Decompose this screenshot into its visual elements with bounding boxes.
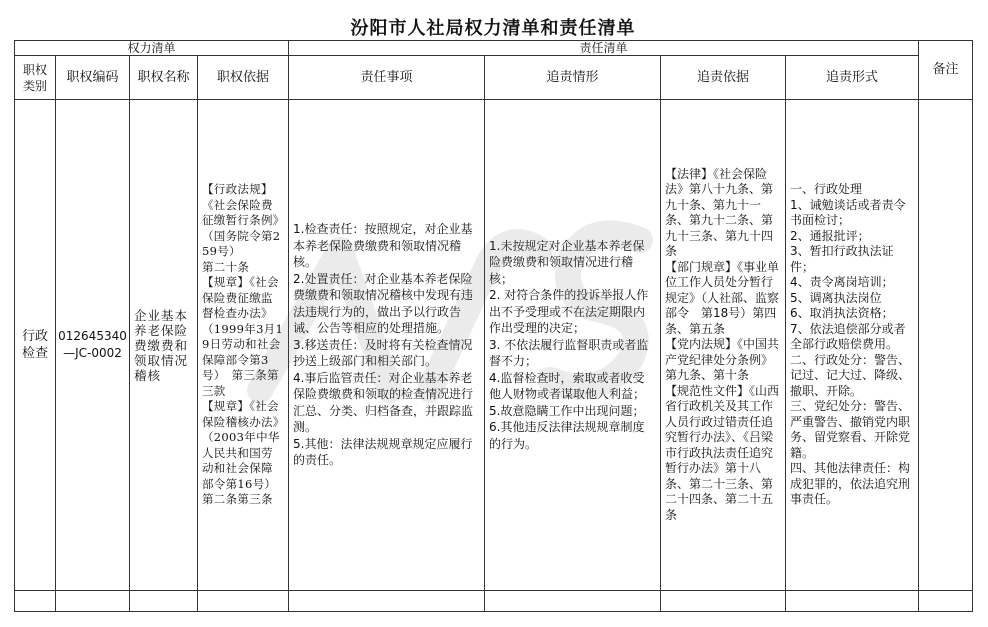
cell-accountability-case: 1.未按规定对企业基本养老保险费缴费和领取情况进行稽核； 2. 对符合条件的投诉举报人作出不予受理或不在法定期限内作出受理的决定； 3. 不依法履行监督职责或者监督不力； 4.监督检查时，索取或者收受他人财物或者谋取他人利益； 5.故意隐瞒工作中出现问题； 6.其他违反法律法规规章制度的行为。 [485,100,661,591]
cell-accountability-form: 一、行政处理 1、诫勉谈话或者责令书面检讨； 2、通报批评； 3、暂扣行政执法证件； 4、责令离岗培训； 5、调离执法岗位 6、取消执法资格； 7、依法追偿部分或者全部行政赔偿费用。 二、行政处分：警告、记过、记大过、降级、撤职、开除。 三、党纪处分：警告、严重警告、撤销党内职务、留党察看、开除党籍。 四、其他法律责任：构成犯罪的，依法追究刑事责任。 [786,100,919,591]
cell-category: 行政 检查 [15,100,56,591]
header-duty: 责任事项 [289,56,485,100]
header-remarks: 备注 [919,41,973,100]
page-title: 汾阳市人社局权力清单和责任清单 [350,18,636,39]
cell-accountability-basis: 【法律】《社会保险法》第八十九条、第九十条、第九十一条、第九十二条、第九十三条、第九十四条 【部门规章】《事业单位工作人员处分暂行规定》（人社部、监察部令 第18号）第四条、第五条 【党内法规】《中国共产党纪律处分条例》第九条、第十条 【规范性文件】《山西省行政机关及其工作人员行政过错责任追究暂行办法》、《吕梁市行政执法责任追究暂行办法》第十八条、第二十三条、第二十四条、第二十五条 [661,100,786,591]
header-accountability-case: 追责情形 [485,56,661,100]
table-row [15,100,973,591]
blank-row [15,591,973,612]
cell-duty: 1.检查责任：按照规定，对企业基本养老保险费缴费和领取情况稽核。 2.处置责任：对企业基本养老保险费缴费和领取情况稽核中发现有违法违规行为的，做出予以行政告诫、公告等相应的处理措施。 3.移送责任：及时将有关检查情况抄送上级部门和相关部门。 4.事后监管责任：对企业基本养老保险费缴费和领取的检查情况进行汇总、分类、归档备查，并跟踪监测。 5.其他：法律法规规章规定应履行的责任。 [289,100,485,591]
responsibility-list-group-header: 责任清单 [289,41,919,56]
column-header-row [15,56,973,100]
header-category: 职权 类别 [15,56,56,100]
header-name: 职权名称 [130,56,198,100]
header-basis: 职权依据 [198,56,289,100]
power-list-group-header: 权力清单 [15,41,289,56]
cell-name: 企业基本 养老保险 费缴费和 领取情况 稽核 [130,100,198,591]
cell-basis: 【行政法规】 《社会保险费征缴暂行条例》（国务院令第259号） 第二十条 【规章】《社会保险费征缴监督检查办法》（1999年3月19日劳动和社会保障部令第3号） 第三条第三款 【规章】《社会保险稽核办法》（2003年中华人民共和国劳动和社会保障部令第16号）第二条第三条 [198,100,289,591]
cell-code: 012645340 —JC-0002 [56,100,130,591]
header-code: 职权编码 [56,56,130,100]
power-responsibility-table [14,40,973,612]
header-accountability-form: 追责形式 [786,56,919,100]
cell-remarks [919,100,973,591]
header-accountability-basis: 追责依据 [661,56,786,100]
group-header-row [15,41,973,56]
